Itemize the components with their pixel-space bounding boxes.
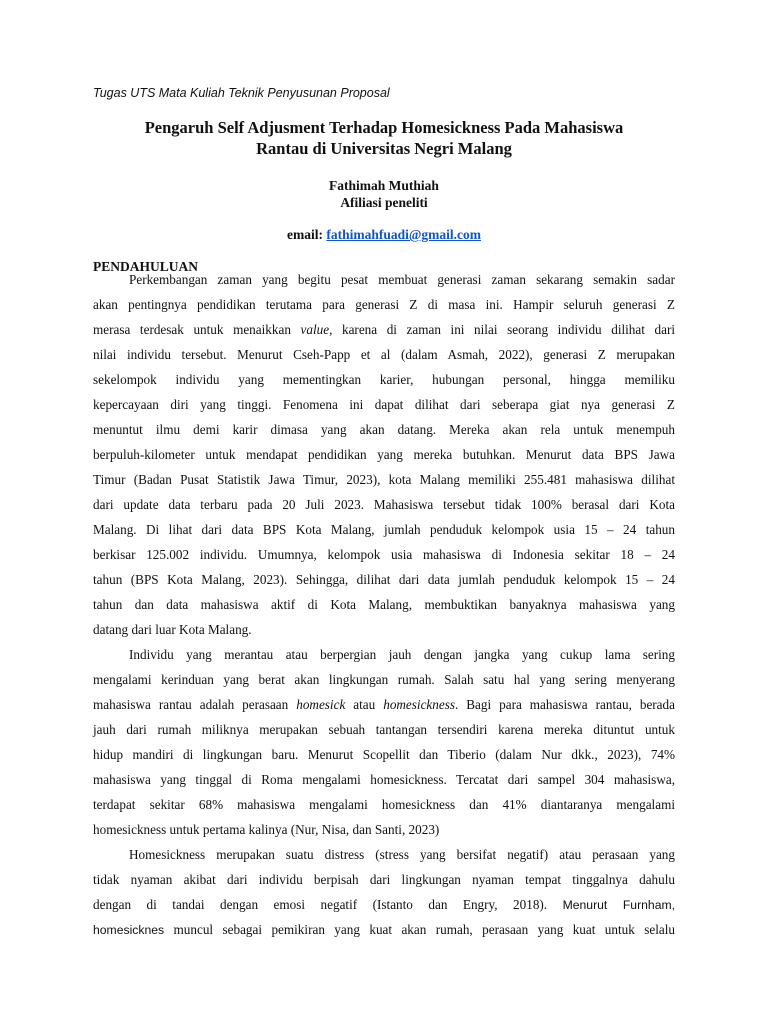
paragraph-line: akan pentingnya pendidikan terutama para generasi Z di masa ini. Hampir seluruh generasi Z: [93, 297, 675, 312]
italic-term: value: [300, 322, 330, 337]
paragraph-line: Individu yang merantau atau berpergian jauh dengan jangka yang cukup lama sering: [129, 647, 675, 662]
paragraph-line: homesickness untuk pertama kalinya (Nur, Nisa, dan Santi, 2023): [93, 822, 440, 837]
author-name: Fathimah Muthiah: [329, 178, 439, 193]
paragraph-line: terdapat sekitar 68% mahasiswa mengalami homesickness dan 41% diantaranya mengalami: [93, 797, 675, 812]
paragraph-line: homesicknes muncul sebagai pemikiran yang kuat akan rumah, perasaan yang kuat untuk selalu: [93, 922, 675, 937]
author-affiliation: Afiliasi peneliti: [340, 195, 428, 210]
paragraph-line: jauh dari rumah miliknya merupakan sebuah tantangan tersendiri karena mereka dituntut untuk: [93, 722, 675, 737]
paragraph-line: Malang. Di lihat dari data BPS Kota Malang, jumlah penduduk kelompok usia 15 – 24 tahun: [93, 522, 675, 537]
italic-term: homesickness: [383, 697, 455, 712]
course-header-note: Tugas UTS Mata Kuliah Teknik Penyusunan Proposal: [93, 86, 390, 100]
paper-title-line-2: Rantau di Universitas Negri Malang: [256, 139, 512, 158]
paragraph-line: mahasiswa rantau adalah perasaan homesick atau homesickness. Bagi para mahasiswa rantau, berada: [93, 697, 675, 712]
paragraph-line: tidak nyaman akibat dari individu berpisah dari lingkungan nyaman tempat tinggalnya dahulu: [93, 872, 675, 887]
paper-title-line-1: Pengaruh Self Adjusment Terhadap Homesickness Pada Mahasiswa: [144, 118, 624, 137]
paragraph-line: Homesickness merupakan suatu distress (stress yang bersifat negatif) atau perasaan yang: [129, 847, 675, 862]
paragraph-line: berkisar 125.002 individu. Umumnya, kelompok usia mahasiswa di Indonesia sekitar 18 – 24: [93, 547, 675, 562]
paragraph-line: tahun dan data mahasiswa aktif di Kota Malang, membuktikan banyaknya mahasiswa yang: [93, 597, 675, 612]
paragraph-line: berpuluh-kilometer untuk mendapat pendidikan yang mereka butuhkan. Menurut data BPS Jawa: [93, 447, 675, 462]
paragraph-line: tahun (BPS Kota Malang, 2023). Sehingga, dilihat dari data jumlah penduduk kelompok 15 – 24: [93, 572, 675, 587]
paragraph-line: merasa terdesak untuk menaikkan value, karena di zaman ini nilai seorang individu dilihat dari: [93, 322, 676, 337]
paragraph-line: menuntut ilmu demi karir dimasa yang akan datang. Mereka akan rela untuk menempuh: [93, 422, 675, 437]
section-heading: PENDAHULUAN: [93, 259, 199, 274]
paragraph-line: datang dari luar Kota Malang.: [93, 622, 252, 637]
paragraph-line: Perkembangan zaman yang begitu pesat membuat generasi zaman sekarang semakin sadar: [129, 272, 675, 287]
paragraph-line: dengan di tandai dengan emosi negatif (Istanto dan Engry, 2018). Menurut Furnham,: [93, 897, 676, 912]
paragraph-line: mahasiswa yang tinggal di Roma mengalami homesickness. Tercatat dari sampel 304 mahasiswa,: [93, 772, 675, 787]
email-link[interactable]: fathimahfuadi@gmail.com: [326, 227, 482, 242]
paragraph-line: kepercayaan diri yang tinggi. Fenomena ini dapat dilihat dari seberapa giat nya generasi Z: [93, 397, 675, 412]
italic-term: homesick: [296, 697, 346, 712]
paragraph-line: Timur (Badan Pusat Statistik Jawa Timur, 2023), kota Malang memiliki 255.481 mahasiswa dilihat: [93, 472, 675, 487]
paragraph-line: nilai individu tersebut. Menurut Cseh-Papp et al (dalam Asmah, 2022), generasi Z merupakan: [93, 347, 675, 362]
email-label: email:: [286, 227, 323, 242]
paragraph-line: sekelompok individu yang mementingkan karier, hubungan personal, hingga memiliku: [93, 372, 675, 387]
paragraph-line: dari update data terbaru pada 20 Juli 2023. Mahasiswa tersebut tidak 100% berasal dari Kota: [93, 497, 675, 512]
email-line: [94, 227, 674, 243]
paragraph-line: hidup mandiri di lingkungan baru. Menurut Scopellit dan Tiberio (dalam Nur dkk., 2023), 74%: [93, 747, 675, 762]
paragraph-line: mengalami kerinduan yang berat akan lingkungan rumah. Salah satu hal yang sering menyerang: [93, 672, 675, 687]
